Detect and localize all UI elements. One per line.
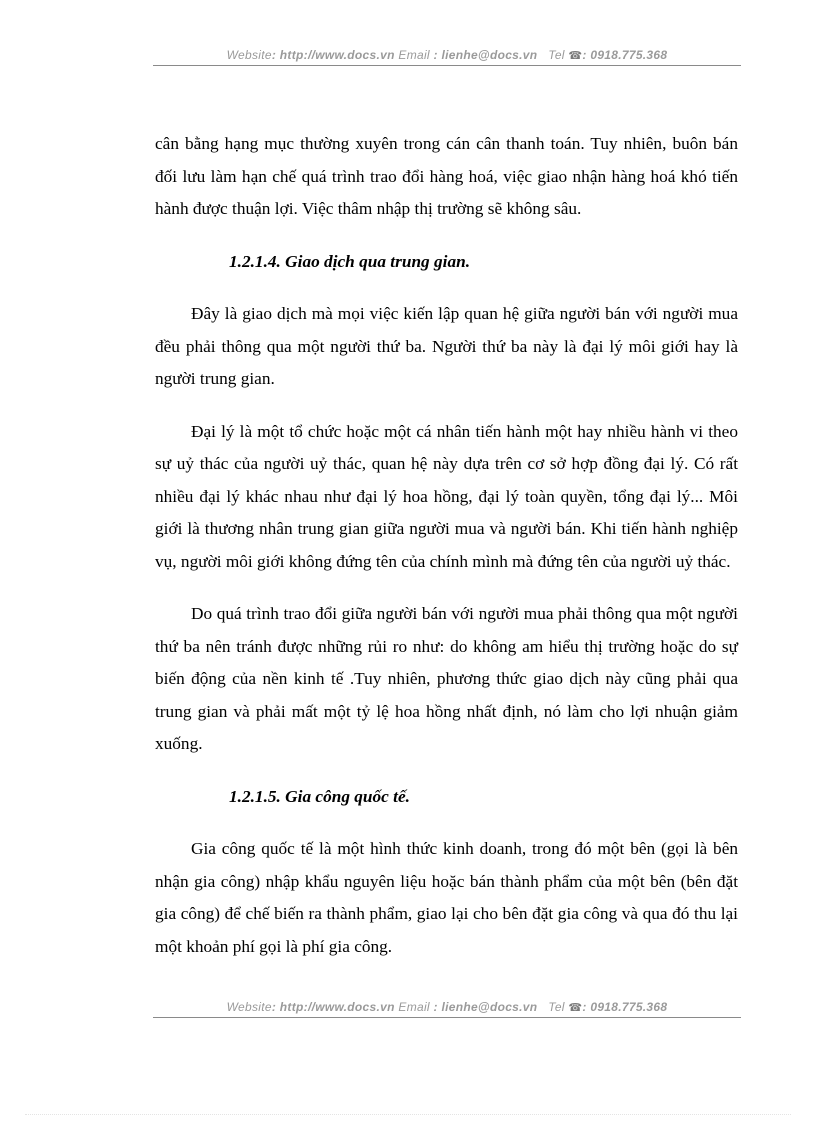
phone-icon: ☎ bbox=[568, 1002, 583, 1014]
phone-icon: ☎ bbox=[568, 50, 583, 62]
page-header bbox=[153, 48, 741, 62]
footer-email-label: Email bbox=[394, 1000, 430, 1014]
header-tel-value: : 0918.775.368 bbox=[582, 48, 668, 62]
paragraph-5: Gia công quốc tế là một hình thức kinh doanh, trong đó một bên (gọi là bên nhận gia công) nhập khẩu nguyên liệu hoặc bán thành phẩm của một bên (bên đặt gia công) để chế biến ra thành phẩm, giao lại cho bên đặt gia công và qua đó thu lại một khoản phí gọi là phí gia công. bbox=[155, 839, 738, 956]
footer-website-label: Website bbox=[226, 1000, 272, 1014]
header-email-link[interactable]: : lienhe@docs.vn bbox=[433, 48, 538, 62]
page-bottom-divider bbox=[25, 1114, 791, 1115]
footer-website-link[interactable]: : http://www.docs.vn bbox=[271, 1000, 395, 1014]
page-footer bbox=[153, 1000, 741, 1014]
header-tel-label: Tel bbox=[548, 48, 565, 62]
document-body bbox=[155, 128, 738, 983]
paragraph-3: Đại lý là một tổ chức hoặc một cá nhân tiến hành một hay nhiều hành vi theo sự uỷ thác của người uỷ thác, quan hệ này dựa trên cơ sở hợp đồng đại lý. Có rất nhiều đại lý khác nhau như đại lý hoa hồng, đại lý toàn quyền, tổng đại lý... Môi giới là thương nhân trung gian giữa người mua và người bán. Khi tiến hành nghiệp vụ, người môi giới không đứng tên của chính mình mà đứng tên của người uỷ thác. bbox=[155, 421, 738, 571]
paragraph-2: Đây là giao dịch mà mọi việc kiến lập quan hệ giữa người bán với người mua đều phải thông qua một người thứ ba. Người thứ ba này là đại lý môi giới hay là người trung gian. bbox=[155, 304, 738, 388]
footer-email-link[interactable]: : lienhe@docs.vn bbox=[433, 1000, 538, 1014]
footer-tel-value: : 0918.775.368 bbox=[582, 1000, 668, 1014]
section-heading-1-2-1-5: 1.2.1.5. Gia công quốc tế. bbox=[229, 786, 410, 806]
section-heading-1-2-1-4: 1.2.1.4. Giao dịch qua trung gian. bbox=[229, 251, 471, 271]
paragraph-1: cân bằng hạng mục thường xuyên trong cán cân thanh toán. Tuy nhiên, buôn bán đối lưu làm hạn chế quá trình trao đổi hàng hoá, việc giao nhận hàng hoá khó tiến hành được thuận lợi. Việc thâm nhập thị trường sẽ không sâu. bbox=[155, 134, 738, 218]
paragraph-4: Do quá trình trao đổi giữa người bán với người mua phải thông qua một người thứ ba nên tránh được những rủi ro như: do không am hiểu thị trường hoặc do sự biến động của nền kinh tế .Tuy nhiên, phương thức giao dịch này cũng phải qua trung gian và phải mất một tỷ lệ hoa hồng nhất định, nó làm cho lợi nhuận giảm xuống. bbox=[155, 604, 738, 753]
header-website-link[interactable]: : http://www.docs.vn bbox=[271, 48, 395, 62]
header-website-label: Website bbox=[226, 48, 272, 62]
footer-rule bbox=[153, 1017, 741, 1018]
footer-tel-label: Tel bbox=[548, 1000, 565, 1014]
header-rule bbox=[153, 65, 741, 66]
header-email-label: Email bbox=[394, 48, 430, 62]
